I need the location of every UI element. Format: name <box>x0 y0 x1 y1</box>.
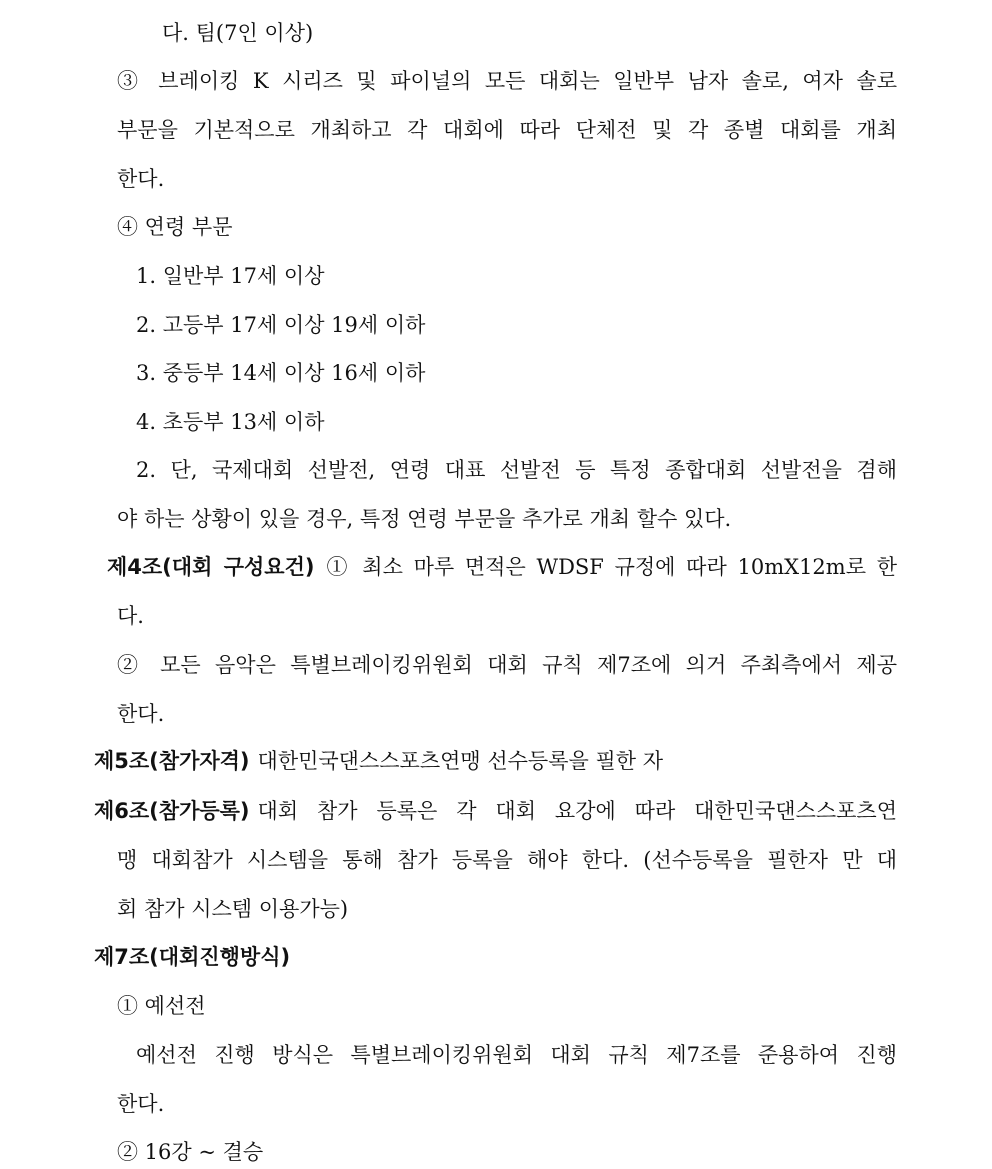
article-4-clause-1: ① 최소 마루 면적은 WDSF 규정에 따라 10mX12m로 한 <box>322 555 897 579</box>
age-division-elementary: 4. 초등부 13세 이하 <box>136 410 325 434</box>
article-5-title: 제5조(참가자격) <box>94 749 250 773</box>
article-4-title: 제4조(대회 구성요건) <box>107 555 315 579</box>
age-division-high: 2. 고등부 17세 이상 19세 이하 <box>136 313 426 337</box>
age-note-line-2: 야 하는 상황이 있을 경우, 특정 연령 부문을 추가로 개최 할수 있다. <box>117 507 732 531</box>
article-4-clause-2-line-1: ② 모든 음악은 특별브레이킹위원회 대회 규칙 제7조에 의거 주최측에서 제공 <box>117 653 897 677</box>
article-6-line-2: 맹 대회참가 시스템을 통해 참가 등록을 해야 한다. (선수등록을 필한자 만 대 <box>117 848 897 872</box>
article-5-text: 대한민국댄스스포츠연맹 선수등록을 필한 자 <box>257 749 663 773</box>
article-7-clause-2-heading: ② 16강 ~ 결승 <box>117 1140 264 1164</box>
age-division-middle: 3. 중등부 14세 이상 16세 이하 <box>136 361 426 385</box>
article-6-title: 제6조(참가등록) <box>94 799 250 823</box>
age-division-general: 1. 일반부 17세 이상 <box>136 264 325 288</box>
article-7-clause-1-line-1: 예선전 진행 방식은 특별브레이킹위원회 대회 규칙 제7조를 준용하여 진행 <box>136 1043 897 1067</box>
clause-3-line-2: 부문을 기본적으로 개최하고 각 대회에 따라 단체전 및 각 종별 대회를 개최 <box>117 118 897 142</box>
article-4-line-1 <box>107 552 897 582</box>
article-4-line-2: 다. <box>117 604 144 628</box>
age-division-heading: ④ 연령 부문 <box>117 215 233 239</box>
article-5-line <box>94 746 663 776</box>
article-7-clause-1-heading: ① 예선전 <box>117 994 206 1018</box>
article-6-text-1: 대회 참가 등록은 각 대회 요강에 따라 대한민국댄스스포츠연 <box>257 799 897 823</box>
clause-3-line-3: 한다. <box>117 167 165 191</box>
article-4-clause-2-line-2: 한다. <box>117 702 165 726</box>
clause-3-line-1: ③ 브레이킹 K 시리즈 및 파이널의 모든 대회는 일반부 남자 솔로, 여자 솔로 <box>117 69 897 93</box>
article-6-line-1 <box>94 796 897 826</box>
article-7-clause-1-line-2: 한다. <box>117 1092 165 1116</box>
age-note-line-1: 2. 단, 국제대회 선발전, 연령 대표 선발전 등 특정 종합대회 선발전을 겸해 <box>136 458 897 482</box>
article-7-title: 제7조(대회진행방식) <box>94 945 291 969</box>
team-category-line: 다. 팀(7인 이상) <box>162 21 314 45</box>
article-6-line-3: 회 참가 시스템 이용가능) <box>117 897 349 921</box>
